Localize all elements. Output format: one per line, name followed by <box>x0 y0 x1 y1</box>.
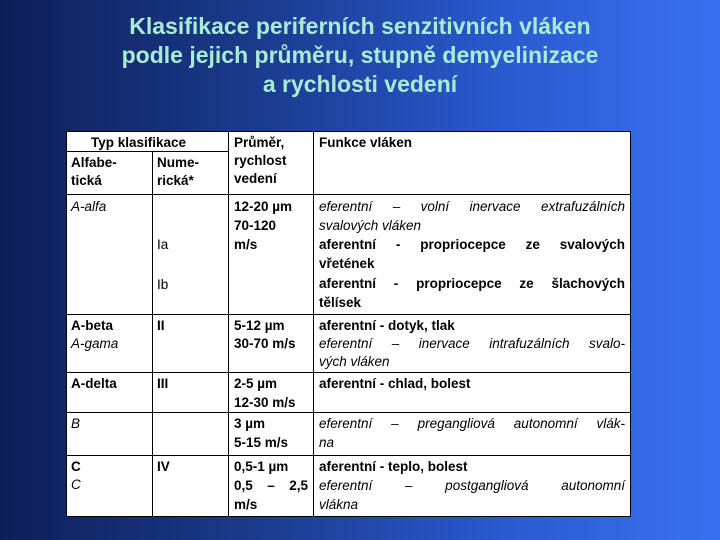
row-c-func-3: vlákna <box>319 497 359 512</box>
header-numericka-1: Nume- <box>157 155 200 170</box>
classification-table <box>66 131 631 517</box>
header-alfabeticka-2: tická <box>71 173 102 188</box>
row-aalfa-func-6: tělísek <box>319 295 362 310</box>
divider-h <box>66 412 631 413</box>
divider-v <box>228 131 229 517</box>
row-b-speed: 5-15 m/s <box>234 435 289 450</box>
row-b-func-1: eferentní – pregangliová autonomní vlák- <box>319 416 625 431</box>
header-prumer-3: vedení <box>234 171 277 186</box>
row-aalfa-speed-1: 70-120 <box>234 218 277 233</box>
row-aalfa-diameter: 12-20 µm <box>234 199 293 214</box>
row-c-func-1: aferentní - teplo, bolest <box>319 459 468 474</box>
row-b-func-2: na <box>319 435 335 450</box>
divider-h <box>66 194 631 195</box>
row-aalfa-func-5: aferentní - propriocepce ze šlachových <box>319 276 625 291</box>
row-c-diameter: 0,5-1 µm <box>234 459 289 474</box>
row-abeta-diameter: 5-12 µm <box>234 318 285 333</box>
row-adelta-diameter: 2-5 µm <box>234 376 278 391</box>
title-line-3: a rychlosti vedení <box>262 71 458 97</box>
row-c-speed-1: 0,5 – 2,5 <box>234 478 308 493</box>
row-c-alfa-2: C <box>71 477 81 492</box>
row-adelta-func-1: aferentní - chlad, bolest <box>319 376 471 391</box>
divider-h <box>66 314 631 315</box>
row-adelta-alfa: A-delta <box>71 376 117 391</box>
row-adelta-num: III <box>157 376 169 391</box>
row-abeta-alfa-1: A-beta <box>71 318 114 333</box>
row-aalfa-speed-2: m/s <box>234 237 258 252</box>
row-aalfa-func-3: aferentní - propriocepce ze svalových <box>319 237 625 252</box>
row-abeta-func-1: aferentní - dotyk, tlak <box>319 318 455 333</box>
header-typ: Typ klasifikace <box>91 135 187 150</box>
row-c-num: IV <box>157 459 170 474</box>
title-line-2: podle jejich průměru, stupně demyelinizace <box>121 42 599 68</box>
row-aalfa-alfa: A-alfa <box>71 199 107 214</box>
row-abeta-func-2: eferentní – inervace intrafuzálních svalo- <box>319 336 625 351</box>
divider-h <box>66 372 631 373</box>
row-c-func-2: eferentní – postgangliová autonomní <box>319 478 625 493</box>
slide-title <box>0 12 720 99</box>
divider-h <box>66 455 631 456</box>
row-aalfa-func-2: svalových vláken <box>319 218 422 233</box>
row-b-alfa: B <box>71 416 81 431</box>
row-b-diameter: 3 µm <box>234 416 266 431</box>
row-c-alfa-1: C <box>71 459 81 474</box>
row-abeta-alfa-2: A-gama <box>71 336 119 351</box>
header-numericka-2: rická* <box>157 173 194 188</box>
title-line-1: Klasifikace periferních senzitivních vláken <box>129 13 591 39</box>
row-adelta-speed: 12-30 m/s <box>234 395 296 410</box>
header-alfabeticka-1: Alfabe- <box>71 155 117 170</box>
row-aalfa-func-4: vřetének <box>319 256 375 271</box>
row-abeta-func-3: vých vláken <box>319 354 390 369</box>
row-aalfa-ia: Ia <box>157 237 169 252</box>
divider-v <box>152 151 153 517</box>
divider-v <box>313 131 314 517</box>
row-aalfa-ib: Ib <box>157 277 169 292</box>
row-c-speed-2: m/s <box>234 497 258 512</box>
header-funkce: Funkce vláken <box>319 135 413 150</box>
row-abeta-speed: 30-70 m/s <box>234 336 296 351</box>
row-aalfa-func-1: eferentní – volní inervace extrafuzálních <box>319 199 625 214</box>
row-abeta-num: II <box>157 318 165 333</box>
header-prumer-2: rychlost <box>234 153 287 168</box>
header-prumer-1: Průměr, <box>234 135 285 150</box>
